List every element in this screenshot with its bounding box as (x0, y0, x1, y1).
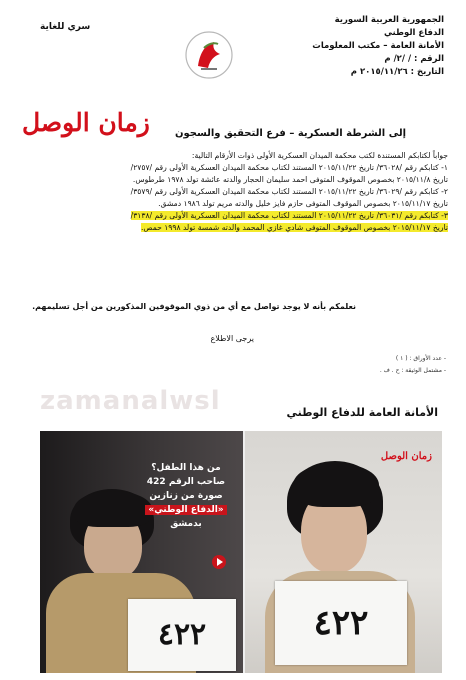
photo-right (245, 431, 442, 673)
body-line: جواباً لكتابكم المستندة لكتب محكمة الميدان العسكرية الأولى ذوات الأرقام التالية: (191, 151, 448, 160)
meta-line: - مشتمل الوثيقة : ح . ف . (379, 367, 446, 374)
photo-panel (40, 431, 442, 673)
letterhead-line: الأمانة العامة – مكتب المعلومات (312, 41, 444, 51)
letterhead (294, 14, 444, 79)
letterhead-line: التاريخ : ٢٠١٥/١١/٢٦ م (350, 67, 444, 77)
document-meta (380, 353, 446, 377)
letterhead-line: الدفاع الوطني (383, 28, 444, 38)
number-board (275, 581, 407, 665)
brand-logo (22, 108, 150, 137)
brand-small-logo: زمان الوصل (380, 451, 432, 462)
caption-line: صورة من زنازين (149, 491, 223, 501)
caption-line: «الدفاع الوطني» (136, 503, 236, 517)
signature-block: الأمانة العامة للدفاع الوطني (286, 406, 438, 419)
body-line: ١- كتابكم رقم /٣٦٠٢٨/ تاريخ ٢٠١٥/١١/٢٢ المستند لكتاب محكمة الميدان العسكرية الأولى رقم /٢٧٥٧/ (130, 163, 448, 172)
addressee: إلى الشرطة العسكرية – فرع التحقيق والسجون (174, 128, 406, 139)
caption-line: صاحب الرقم 422 (146, 477, 226, 487)
photo-left (40, 431, 243, 673)
board-number: ٤٢٢ (157, 617, 207, 652)
document-body (18, 150, 448, 234)
caption (136, 461, 236, 531)
body-line: تاريخ ٢٠١٥/١١/١٧ بخصوص الموقوف المتوفى حازم فايز خليل والدته مريم تولد ١٩٨٦ دمشق. (158, 199, 448, 208)
body-line: تاريخ ٢٠١٥/١١/٨ بخصوص الموقوف المتوفى احمد سليمان الحجار والدته عائشة تولد ١٩٧٨ طرطوس. (132, 175, 448, 184)
classification-label: سري للغاية (40, 22, 91, 32)
closing-text: نعلمكم بأنه لا يوجد تواصل مع أي من ذوي الموقوفين المذكورين من أجل تسليمهم. (32, 302, 356, 311)
request-text: يرجى الاطلاع (210, 334, 254, 343)
caption-line: من هذا الطفل؟ (151, 463, 221, 473)
letterhead-line: الرقم : / /٢/ م (384, 54, 444, 64)
body-line-highlighted: تاريخ ٢٠١٥/١١/١٧ بخصوص الموقوف المتوفى شادي غازي المحمد والدته شمسة تولد ١٩٩٨ حمص. (140, 223, 448, 232)
meta-line: - عدد الأوراق : ( ١ ) (395, 355, 446, 362)
caption-line: بدمشق (170, 519, 202, 529)
body-line: ٢- كتابكم رقم /٣٦٠٢٩/ تاريخ ٢٠١٥/١١/٢٢ المستند لكتاب محكمة الميدان العسكرية الأولى رقم /٣٥٧٩/ (130, 187, 448, 196)
emblem-logo (184, 30, 234, 80)
number-board (128, 599, 236, 671)
watermark-text: zamanalwsl (40, 386, 221, 416)
body-line-highlighted: ٣- كتابكم رقم /٣٦٠٣١/ تاريخ ٢٠١٥/١١/٢٢ المستند لكتاب محكمة الميدان العسكرية الأولى رقم /٣١٣٨/ (130, 211, 448, 220)
board-number: ٤٢٢ (313, 603, 369, 643)
letterhead-line: الجمهورية العربية السورية (334, 15, 444, 25)
brand-text: زمان الوصل (22, 108, 150, 137)
play-icon[interactable] (212, 555, 226, 569)
